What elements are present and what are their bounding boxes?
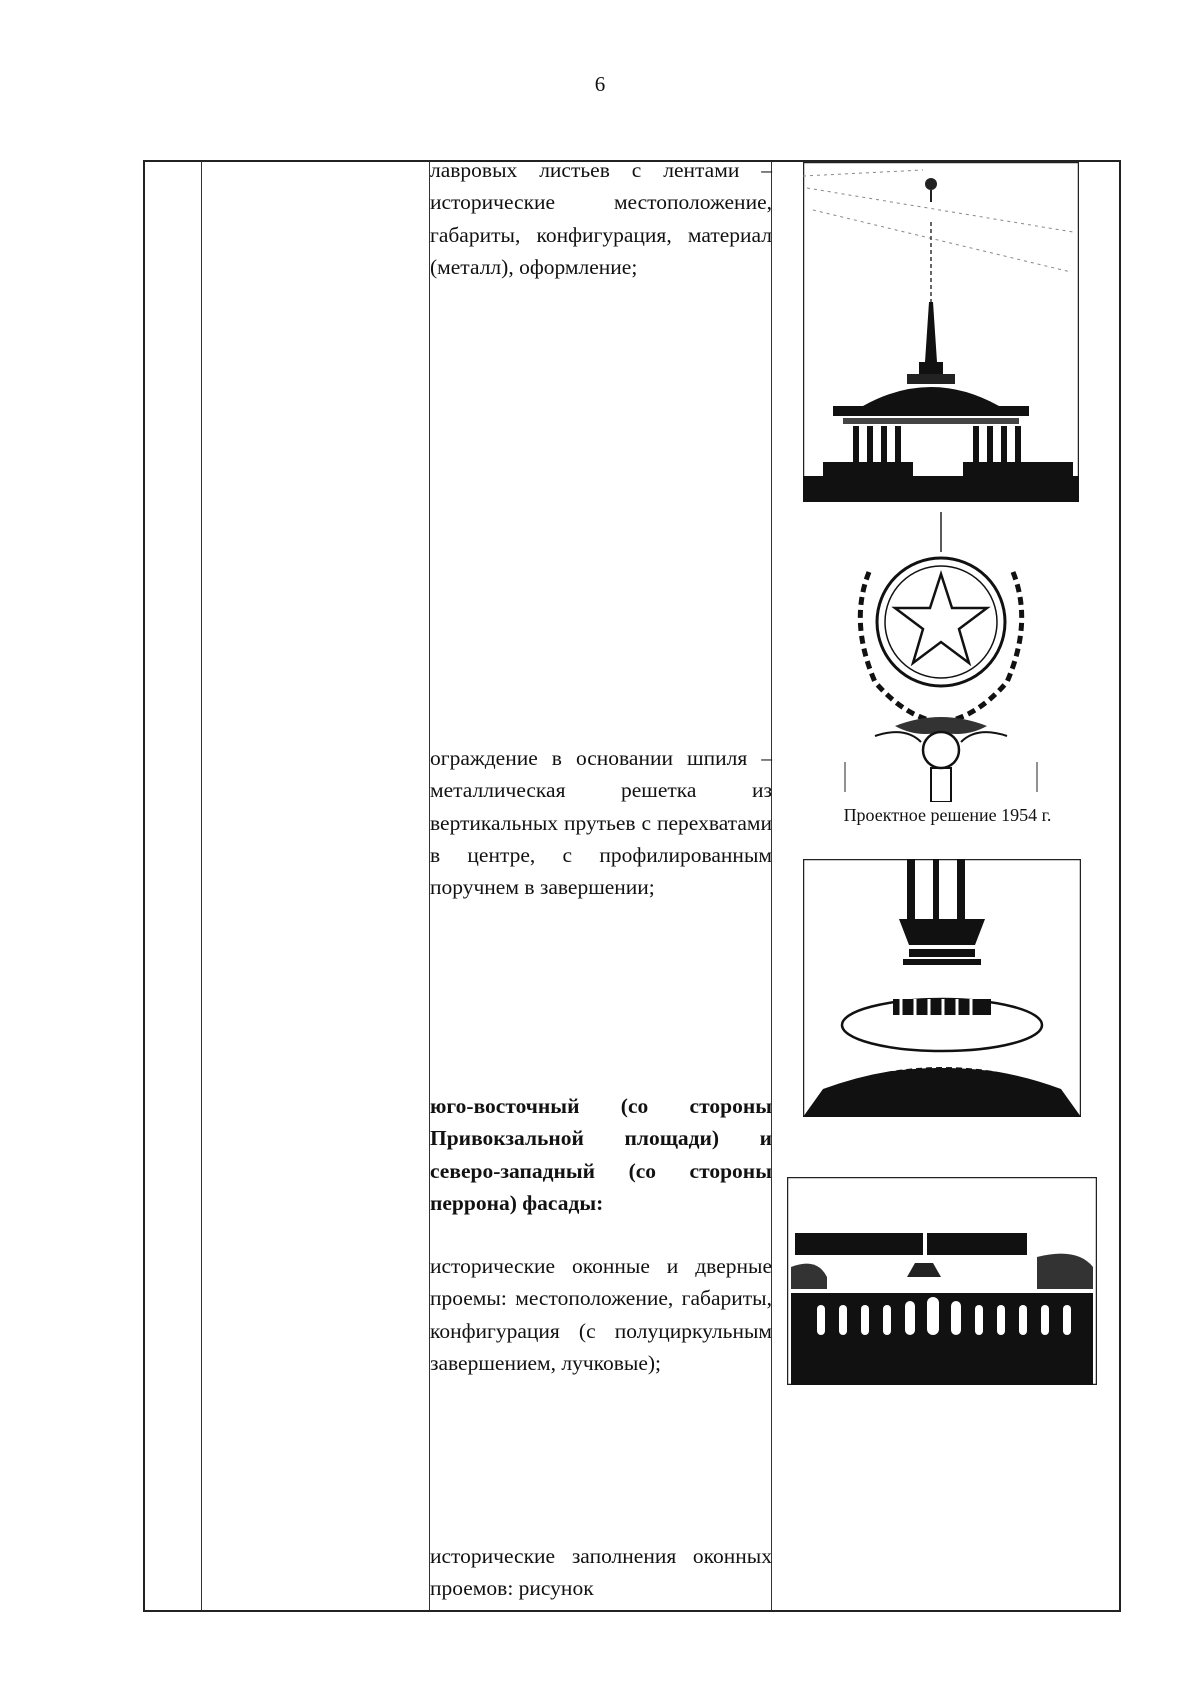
photo-spire-base xyxy=(803,859,1081,1117)
paragraph-spire-fence: ограждение в основании шпиля – металлическая решетка из вертикальных прутьев с перехватами в центре, с профилированным поручнем в завершении; xyxy=(430,746,772,900)
photo-caption: Проектное решение 1954 г. xyxy=(843,805,1052,825)
column-divider xyxy=(201,162,202,1610)
paragraph-facades-heading: юго-восточный (со стороны Привокзальной площади) и северо-западный (со стороны перрона) фасады: xyxy=(430,1094,772,1215)
paragraph-laurel-leaves: лавровых листьев с лентами – исторические местоположение, габариты, конфигурация, материал (металл), оформление; xyxy=(430,158,772,279)
page-number: 6 xyxy=(594,72,606,96)
object-description-table xyxy=(143,160,1121,1612)
drawing-star-wreath xyxy=(805,512,1077,802)
photo-station-facade xyxy=(787,1177,1097,1385)
photo-dome-spire xyxy=(803,162,1079,502)
paragraph-openings: исторические оконные и дверные проемы: местоположение, габариты, конфигурация (с полуциркульным завершением, лучковые); xyxy=(430,1254,772,1375)
paragraph-window-fillings: исторические заполнения оконных проемов: рисунок xyxy=(430,1544,772,1601)
